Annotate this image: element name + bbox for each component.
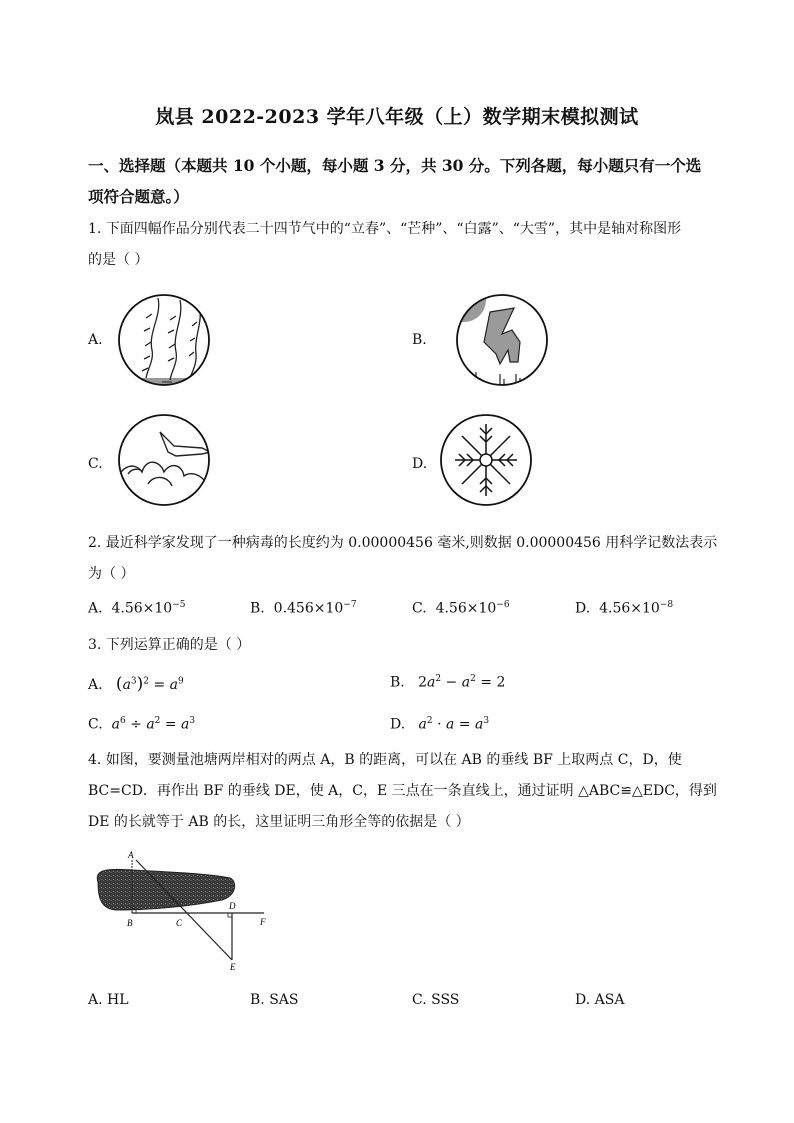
question-4-stem	[88, 745, 728, 838]
section-heading-line1: 一、选择题（本题共 10 个小题，每小题 3 分，共 30 分。下列各题，每小题只有一个选	[88, 156, 702, 175]
lichun-willow-image	[118, 294, 210, 386]
pond-figure	[92, 846, 278, 974]
question-3-stem: 3. 下列运算正确的是（ ）	[88, 637, 251, 653]
pond-shape	[97, 869, 234, 910]
question-2-line2: 为（ ）	[88, 566, 135, 582]
section-heading-line2: 项符合题意。）	[88, 187, 189, 206]
q2-option-a: A. $4.56\times 10^{-5}$	[88, 600, 186, 617]
question-4-line2: BC=CD．再作出 BF 的垂线 DE，使 A，C，E 三点在一条直线上，通过证明 △ABC≌△EDC，得到	[88, 783, 717, 799]
q3-option-b: B. $2a^2 - a^2 = 2$	[390, 674, 506, 691]
label-c: C	[176, 918, 183, 928]
q1-option-b-label: B.	[412, 332, 427, 348]
question-1-stem	[88, 214, 718, 276]
q1-option-c-label: C.	[88, 456, 103, 472]
question-1-line1: 1. 下面四幅作品分别代表二十四节气中的“立春”、“芒种”、“白露”、“大雪”，其中是轴对称图形	[88, 221, 682, 237]
q3-option-c: C. $a^6 \div a^2 = a^3$	[88, 716, 196, 733]
q4-option-a: A. HL	[88, 992, 129, 1008]
q4-option-c: C. SSS	[412, 992, 460, 1008]
section-heading	[88, 150, 708, 212]
label-a: A	[128, 850, 134, 860]
mangzhong-image	[456, 294, 548, 386]
bailu-bird-image	[118, 414, 210, 506]
q1-option-a-label: A.	[88, 332, 103, 348]
q1-option-d-label: D.	[412, 456, 428, 472]
question-4-line1: 4. 如图，要测量池塘两岸相对的两点 A，B 的距离，可以在 AB 的垂线 BF 上取两点 C，D，使	[88, 752, 682, 768]
label-f: F	[260, 917, 266, 927]
q3-option-a: A. $(a^3)^2 = a^9$	[88, 674, 184, 694]
q4-option-b: B. SAS	[250, 992, 299, 1008]
label-d: D	[229, 901, 236, 911]
q2-option-b: B. $0.456\times 10^{-7}$	[250, 600, 357, 617]
question-2-stem	[88, 528, 718, 590]
question-2-line1: 2. 最近科学家发现了一种病毒的长度约为 0.00000456 毫米,则数据 0.00000456 用科学记数法表示	[88, 535, 718, 551]
q4-option-d: D. ASA	[575, 992, 625, 1008]
q2-option-d: D. $4.56\times 10^{-8}$	[575, 600, 674, 617]
daxue-snowflake-image	[440, 414, 532, 506]
page-title: 岚县 2022-2023 学年八年级（上）数学期末模拟测试	[155, 106, 639, 128]
q2-option-c: C. $4.56\times 10^{-6}$	[412, 600, 510, 617]
label-e: E	[230, 962, 236, 972]
label-b: B	[127, 918, 133, 928]
question-1-line2: 的是（ ）	[88, 252, 149, 268]
q3-option-d: D. $a^2 \cdot a = a^3$	[390, 716, 490, 733]
question-4-line3: DE 的长就等于 AB 的长，这里证明三角形全等的依据是（ ）	[88, 814, 470, 830]
